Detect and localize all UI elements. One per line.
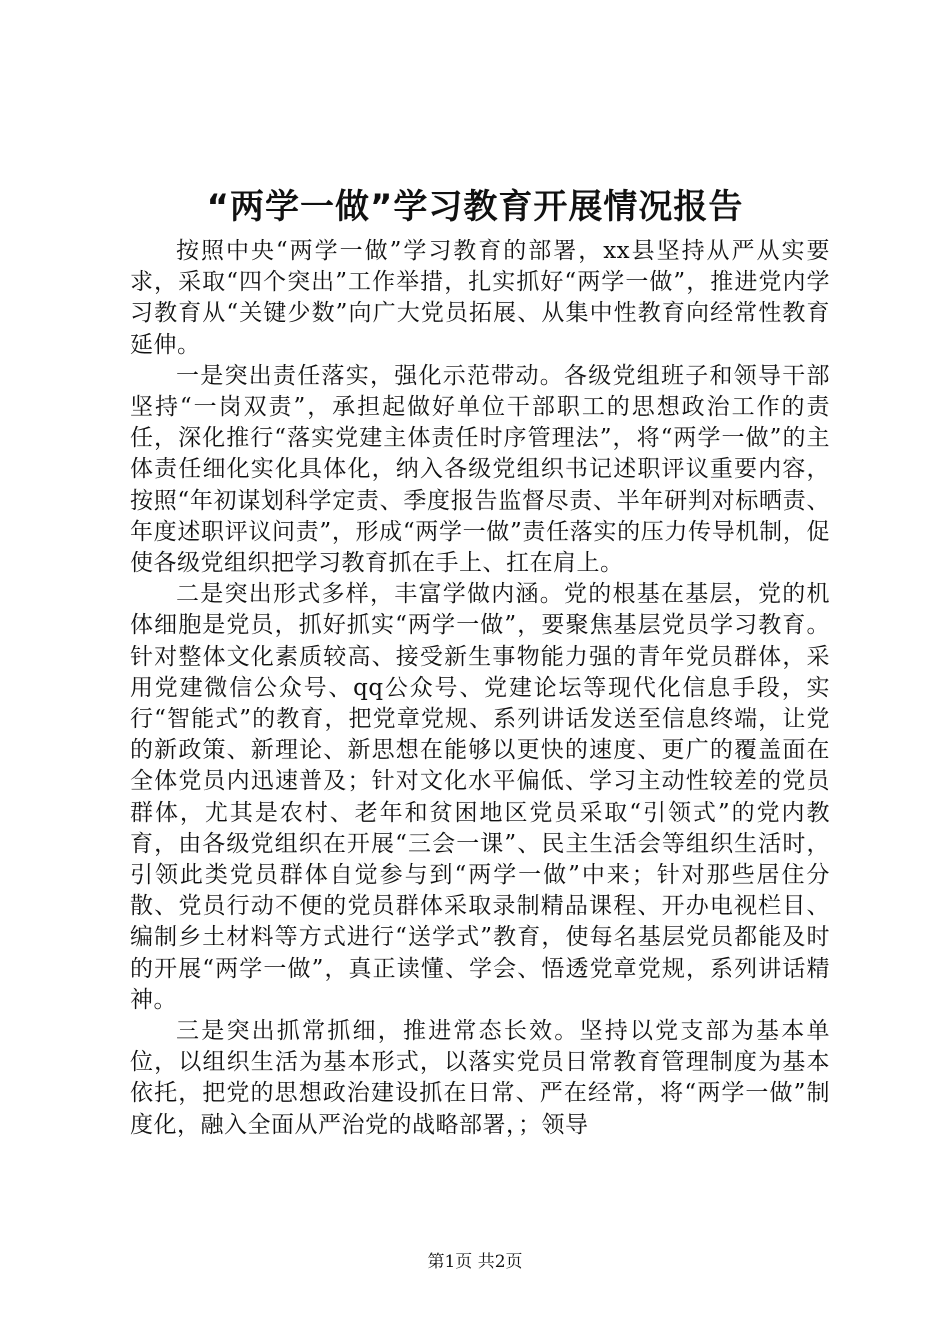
document-body [130, 236, 830, 1141]
paragraph-responsibility: 一是突出责任落实，强化示范带动。各级党组班子和领导干部坚持“一岗双责”，承担起做好单位干部职工的思想政治工作的责任，深化推行“落实党建主体责任时序管理法”，将“两学一做”的主体责任细化实化具体化，纳入各级党组织书记述职评议重要内容，按照“年初谋划科学定责、季度报告监督尽责、半年研判对标晒责、年度述职评议问责”，形成“两学一做”责任落实的压力传导机制，促使各级党组织把学习教育抓在手上、扛在肩上。 [130, 362, 830, 577]
paragraph-diverse-forms: 二是突出形式多样，丰富学做内涵。党的根基在基层，党的机体细胞是党员，抓好抓实“两学一做”，要聚焦基层党员学习教育。针对整体文化素质较高、接受新生事物能力强的青年党员群体，采用党建微信公众号、qq公众号、党建论坛等现代化信息手段，实行“智能式”的教育，把党章党规、系列讲话发送至信息终端，让党的新政策、新理论、新思想在能够以更快的速度、更广的覆盖面在全体党员内迅速普及；针对文化水平偏低、学习主动性较差的党员群体，尤其是农村、老年和贫困地区党员采取“引领式”的党内教育，由各级党组织在开展“三会一课”、民主生活会等组织生活时，引领此类党员群体自觉参与到“两学一做”中来；针对那些居住分散、党员行动不便的党员群体采取录制精品课程、开办电视栏目、编制乡土材料等方式进行“送学式”教育，使每名基层党员都能及时的开展“两学一做”，真正读懂、学会、悟透党章党规，系列讲话精神。 [130, 581, 830, 1013]
paragraph-intro: 按照中央“两学一做”学习教育的部署，xx县坚持从严从实要求，采取“四个突出”工作举措，扎实抓好“两学一做”，推进党内学习教育从“关键少数”向广大党员拓展、从集中性教育向经常性教育延伸。 [130, 238, 830, 358]
page-number-footer: 第1页 共2页 [427, 1252, 523, 1272]
document-title: “两学一做”学习教育开展情况报告 [206, 187, 744, 227]
paragraph-regular-practice: 三是突出抓常抓细，推进常态长效。坚持以党支部为基本单位，以组织生活为基本形式，以落实党员日常教育管理制度为基本依托，把党的思想政治建设抓在日常、严在经常，将“两学一做”制度化，融入全面从严治党的战略部署，；领导 [130, 1018, 830, 1138]
